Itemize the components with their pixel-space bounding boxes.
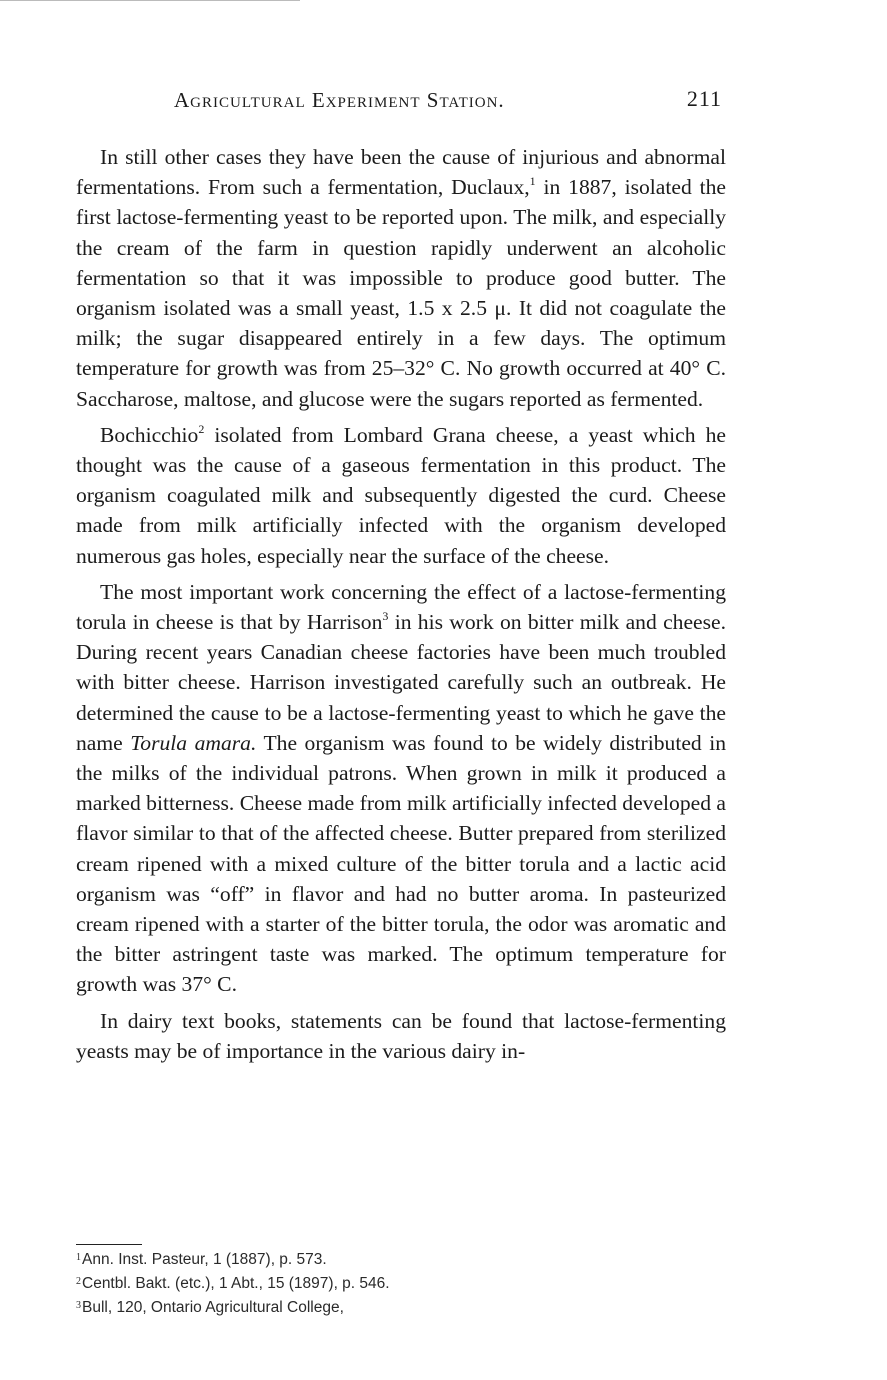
- paragraph-3-part-c: The organism was found to be widely distributed in the milks of the individual patrons. When grown in milk it produced a marked bitterness. Cheese made from milk artificially infected developed a flavor similar to that of the affected cheese. Butter prepared from sterilized cream ripened with a mixed culture of the bitter torula and a lactic acid organism was “off” in flavor and had no butter aroma. In pasteurized cream ripened with a starter of the bitter torula, the odor was aromatic and the bitter astringent taste was marked. The optimum temperature for growth was 37° C.: [76, 730, 727, 997]
- paragraph-3: [76, 577, 726, 1000]
- paragraph-1-part-a: In still other cases they have been the cause of injurious and abnormal fermentations. From such a fermentation, Duclaux,: [76, 145, 726, 200]
- paragraph-1: [76, 142, 726, 414]
- paragraph-2: [76, 420, 726, 571]
- species-name: Torula amara.: [130, 730, 257, 755]
- footnote-ref-3: 3: [382, 609, 389, 624]
- footnote-ref-2: 2: [198, 421, 205, 436]
- footnote-divider: [76, 1244, 142, 1245]
- paragraph-4-text: In dairy text books, statements can be found that lactose-fermenting yeasts may be of importance in the various dairy in-: [76, 1008, 726, 1063]
- footnote-mark-1: 1: [76, 1252, 81, 1263]
- top-edge-rule: [0, 0, 300, 1]
- footnote-text-3: Bull, 120, Ontario Agricultural College,: [82, 1299, 344, 1316]
- footnote-3: [76, 1295, 390, 1319]
- footnote-mark-2: 2: [76, 1276, 81, 1287]
- running-head: Agricultural Experiment Station.: [174, 88, 505, 112]
- paragraph-2-part-a: Bochicchio: [100, 422, 199, 447]
- paragraph-1-part-b: in 1887, isolated the first lactose-fermenting yeast to be reported upon. The milk, and especially the cream of the farm in question rapidly underwent an alcoholic fermentation so that it was impossible to produce good butter. The organism isolated was a small yeast, 1.5 x 2.5 μ. It did not coagulate the milk; the sugar disappeared entirely in a few days. The optimum temperature for growth was from 25–32° C. No growth occurred at 40° C. Saccharose, maltose, and glucose were the sugars reported as fermented.: [76, 175, 726, 411]
- paragraph-4: [76, 1006, 726, 1066]
- paragraph-3-part-a: The most important work concerning the effect of a lactose-fermenting torula in cheese is that by Harrison: [76, 579, 726, 635]
- footnote-1: [76, 1247, 390, 1271]
- footnote-mark-3: 3: [76, 1300, 81, 1311]
- paragraph-2-part-b: isolated from Lombard Grana cheese, a yeast which he thought was the cause of a gaseous fermentation in this product. The organism coagulated milk and subsequently digested the curd. Cheese made from milk artificially infected with the organism developed numerous gas holes, especially near the surface of the cheese.: [76, 422, 726, 568]
- paragraph-3-part-b: in his work on bitter milk and cheese. During recent years Canadian cheese factories have been much troubled with bitter cheese. Harrison investigated carefully such an outbreak. He determined the cause to be a lactose-fermenting yeast to which he gave the name: [76, 610, 726, 755]
- footnote-2: [76, 1271, 390, 1295]
- footnotes: [76, 1247, 390, 1319]
- footnote-text-2: Centbl. Bakt. (etc.), 1 Abt., 15 (1897), p. 546.: [82, 1275, 390, 1292]
- footnote-text-1: Ann. Inst. Pasteur, 1 (1887), p. 573.: [82, 1251, 327, 1268]
- page-number: 211: [686, 86, 722, 111]
- footnote-ref-1: 1: [529, 174, 536, 189]
- body-text: [76, 142, 726, 1066]
